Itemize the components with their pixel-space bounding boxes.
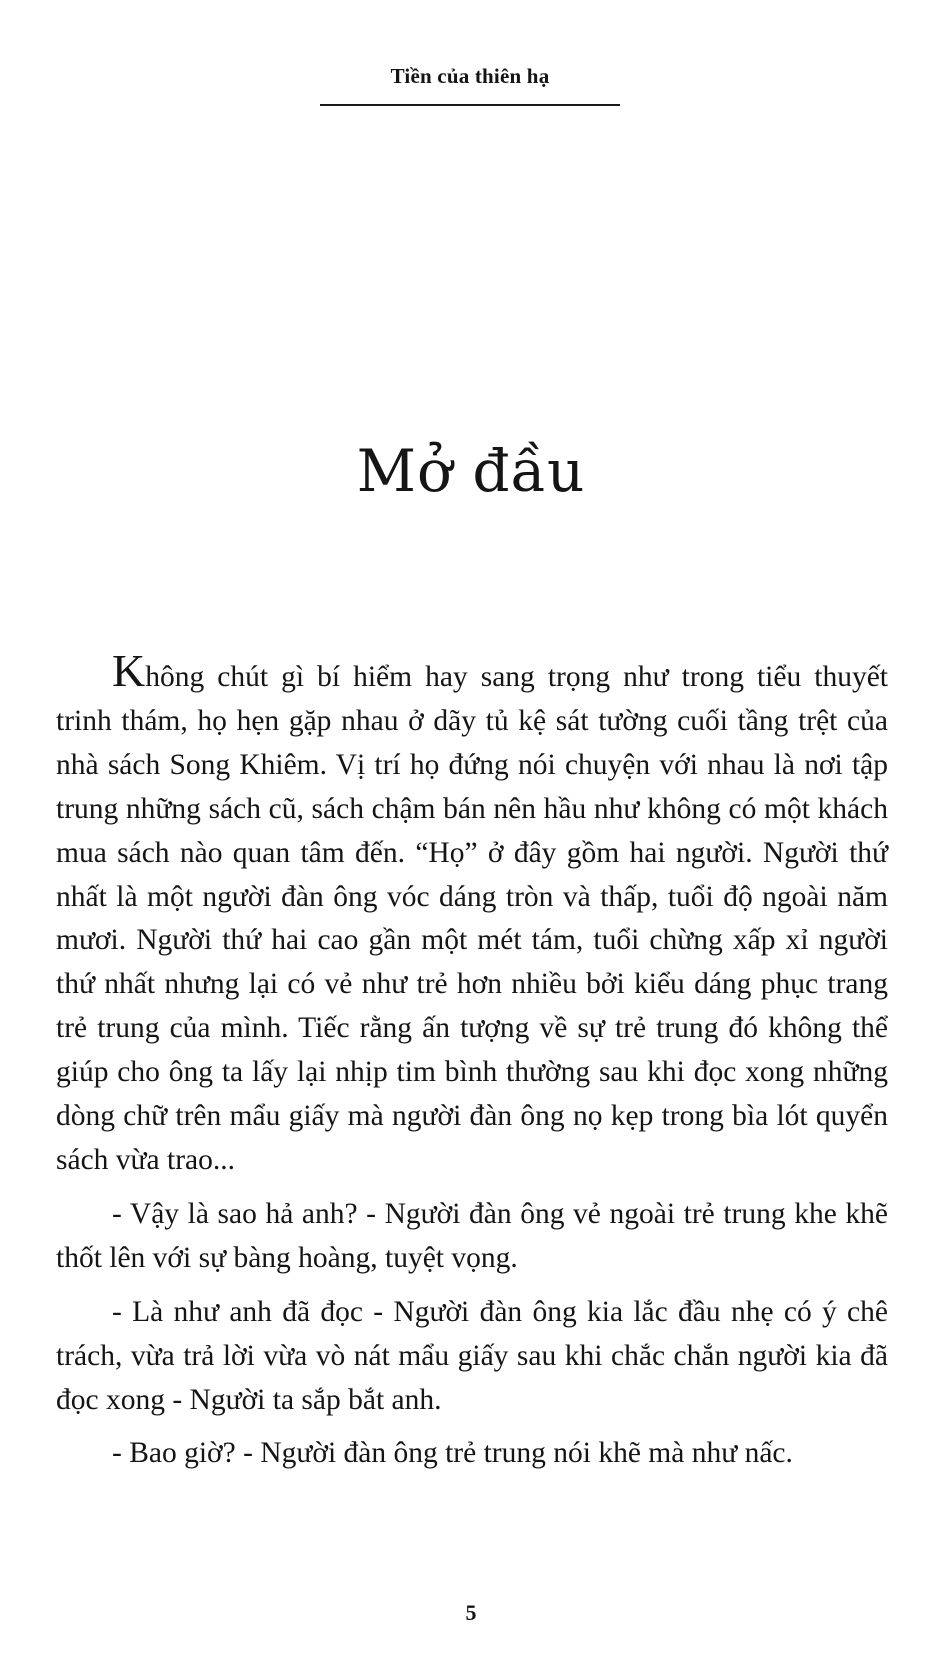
running-title: Tiền của thiên hạ <box>390 64 550 88</box>
paragraph-4: - Bao giờ? - Người đàn ông trẻ trung nói khẽ mà như nấc. <box>112 1437 793 1470</box>
paragraph-3: - Là như anh đã đọc - Người đàn ông kia lắc đầu nhẹ có ý chê trách, vừa trả lời vừa vò nát mẩu giấy sau khi chắc chắn người kia đã đọc xong - Người ta sắp bắt anh. <box>56 1295 888 1416</box>
paragraph-1-text: hông chút gì bí hiểm hay sang trọng như trong tiểu thuyết trinh thám, họ hẹn gặp nhau ở dãy tủ kệ sát tường cuối tầng trệt của nhà sách Song Khiêm. Vị trí họ đứng nói chuyện với nhau là nơi tập trung những sách cũ, sách chậm bán nên hầu như không có một khách mua sách nào quan tâm đến. “Họ” ở đây gồm hai người. Người thứ nhất là một người đàn ông vóc dáng tròn và thấp, tuổi độ ngoài năm mươi. Người thứ hai cao gần một mét tám, tuổi chừng xấp xỉ người thứ nhất nhưng lại có vẻ như trẻ hơn nhiều bởi kiểu dáng phục trang trẻ trung của mình. Tiếc rằng ấn tượng về sự trẻ trung đó không thể giúp cho ông ta lấy lại nhịp tim bình thường sau khi đọc xong những dòng chữ trên mẩu giấy mà người đàn ông nọ kẹp trong bìa lót quyển sách vừa trao... <box>56 661 888 1176</box>
paragraph-1 <box>56 645 888 1183</box>
chapter-title: Mở đầu <box>356 437 586 505</box>
paragraph-2: - Vậy là sao hả anh? - Người đàn ông vẻ ngoài trẻ trung khe khẽ thốt lên với sự bàng hoàng, tuyệt vọng. <box>56 1197 888 1274</box>
page-number: 5 <box>465 1600 477 1625</box>
drop-cap: K <box>112 645 146 696</box>
header-rule <box>320 104 620 106</box>
running-header <box>320 64 620 89</box>
body-text <box>56 645 888 1476</box>
